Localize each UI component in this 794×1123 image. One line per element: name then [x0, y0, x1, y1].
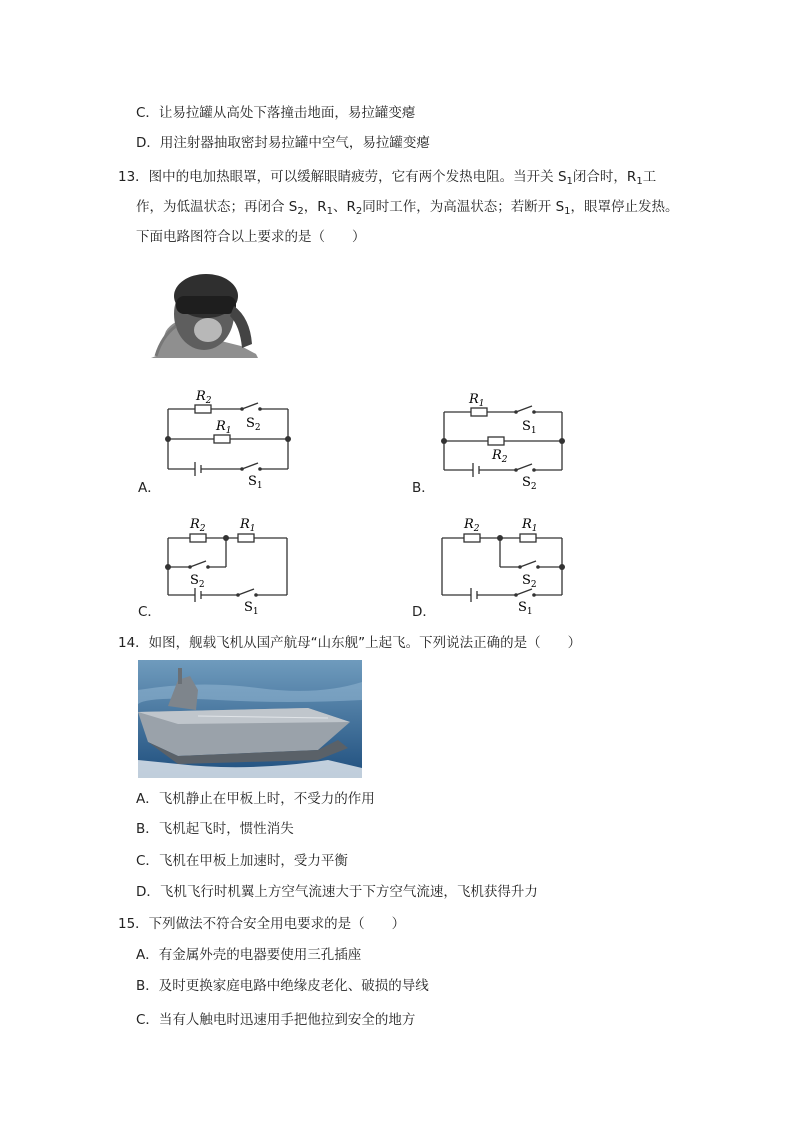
q15-stem: 15．下列做法不符合安全用电要求的是（ ）	[118, 916, 406, 932]
q13-stem-line2: 作，为低温状态；再闭合 $S_2$，$R_1$、$R_2$同时工作，为高温状态；若断开 $S_1$，眼罩停止发热。	[136, 199, 679, 217]
eye-mask-photo	[146, 266, 264, 358]
svg-text:R2: $R_2$	[464, 517, 480, 534]
svg-text:R1: $R_1$	[216, 419, 232, 436]
svg-text:S1: $S_1$	[522, 419, 537, 436]
circuit-a	[150, 385, 300, 491]
svg-text:R2: $R_2$	[196, 389, 212, 406]
option-a-label: A．	[138, 480, 161, 496]
aircraft-carrier-photo	[138, 660, 362, 778]
q13-stem-line3: 下面电路图符合以上要求的是（ ）	[136, 229, 366, 245]
svg-text:S2: $S_2$	[522, 573, 537, 590]
circuit-d	[428, 510, 578, 615]
svg-text:R2: $R_2$	[190, 517, 206, 534]
q14-option-b: B．飞机起飞时，惯性消失	[136, 821, 294, 837]
option-d-label: D．	[412, 604, 436, 620]
circuit-b	[428, 388, 578, 492]
q14-option-d: D．飞机飞行时机翼上方空气流速大于下方空气流速，飞机获得升力	[136, 884, 538, 900]
circuit-c	[150, 510, 300, 615]
q12-option-d: D．用注射器抽取密封易拉罐中空气，易拉罐变瘪	[136, 135, 430, 151]
svg-text:R1: $R_1$	[240, 517, 256, 534]
svg-text:S1: $S_1$	[244, 600, 259, 617]
q14-option-a: A．飞机静止在甲板上时，不受力的作用	[136, 791, 375, 807]
svg-text:S2: $S_2$	[522, 475, 537, 492]
option-b-label: B．	[412, 480, 435, 496]
svg-text:S2: $S_2$	[190, 573, 205, 590]
q14-stem: 14．如图，舰载飞机从国产航母“山东舰”上起飞。下列说法正确的是（ ）	[118, 635, 582, 651]
option-c-label: C．	[138, 604, 161, 620]
svg-text:S2: $S_2$	[246, 416, 261, 433]
q15-option-c: C．当有人触电时迅速用手把他拉到安全的地方	[136, 1012, 416, 1028]
svg-text:R2: $R_2$	[492, 448, 508, 465]
q15-option-b: B．及时更换家庭电路中绝缘皮老化、破损的导线	[136, 978, 429, 994]
svg-text:S1: $S_1$	[248, 474, 263, 491]
q15-option-a: A．有金属外壳的电器要使用三孔插座	[136, 947, 362, 963]
q14-option-c: C．飞机在甲板上加速时，受力平衡	[136, 853, 348, 869]
svg-text:R1: $R_1$	[522, 517, 538, 534]
svg-text:R1: $R_1$	[469, 392, 485, 409]
q13-stem-line1: 13．图中的电加热眼罩，可以缓解眼睛疲劳，它有两个发热电阻。当开关 $S_1$闭合时，$R_1$工	[118, 169, 657, 187]
svg-text:S1: $S_1$	[518, 600, 533, 617]
q12-option-c: C．让易拉罐从高处下落撞击地面，易拉罐变瘪	[136, 105, 416, 121]
